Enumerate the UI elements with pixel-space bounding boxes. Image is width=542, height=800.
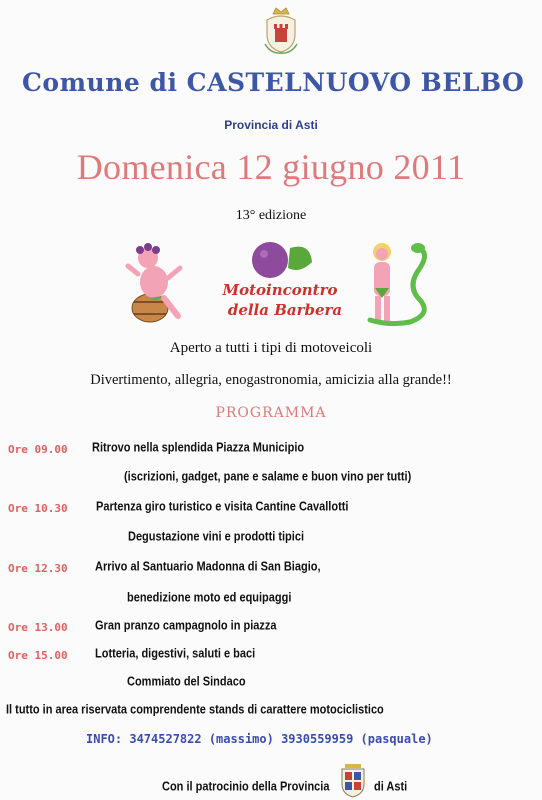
program-title: PROGRAMMA [215,405,327,421]
provincia-crest-icon [336,760,370,798]
grape-logo-icon [252,242,312,278]
patronage-text: Con il patrocinio della Provincia [162,780,330,795]
schedule-activity: Ritrovo nella splendida Piazza Municipio [92,441,305,456]
schedule-activity: Degustazione vini e prodotti tipici [128,530,305,545]
area-note-text: Il tutto in area riservata comprendente stands di carattere motociclistico [6,703,384,718]
fun-description-text: Divertimento, allegria, enogastronomia, amicizia alla grande!! [90,372,452,388]
schedule-activity: Arrivo al Santuario Madonna di San Biagio, [95,560,321,575]
event-logo [120,238,450,328]
schedule-activity: (iscrizioni, gadget, pane e salame e buon vino per tutti) [124,470,412,485]
schedule-activity: benedizione moto ed equipaggi [127,591,292,606]
open-to-all-text: Aperto a tutti i tipi di motoveicoli [169,340,373,356]
comune-title: Comune di CASTELNUOVO BELBO [22,68,525,97]
schedule-activity: Lotteria, digestivi, saluti e baci [95,647,256,662]
info-contacts: INFO: 3474527822 (massimo) 3930559959 (pasquale) [86,732,433,746]
schedule-time: Ore 10.30 [8,502,68,515]
eve-snake-figure-icon [370,243,425,324]
schedule-time: Ore 09.00 [8,443,68,456]
bacchus-figure-icon [128,243,180,322]
schedule-time: Ore 13.00 [8,621,68,634]
province-label: Provincia di Asti [224,118,318,132]
schedule-time: Ore 15.00 [8,649,68,662]
logo-line1: Motoincontro [222,281,338,299]
patronage-text-end: di Asti [374,780,408,795]
schedule-activity: Partenza giro turistico e visita Cantine Cavallotti [96,500,349,515]
edition-label: 13° edizione [235,208,307,223]
logo-line2: della Barbera [227,301,343,319]
comune-crest-icon [261,4,301,54]
schedule-time: Ore 12.30 [8,562,68,575]
event-date-title: Domenica 12 giugno 2011 [76,147,466,187]
schedule-activity: Commiato del Sindaco [127,675,246,690]
schedule-activity: Gran pranzo campagnolo in piazza [95,619,277,634]
